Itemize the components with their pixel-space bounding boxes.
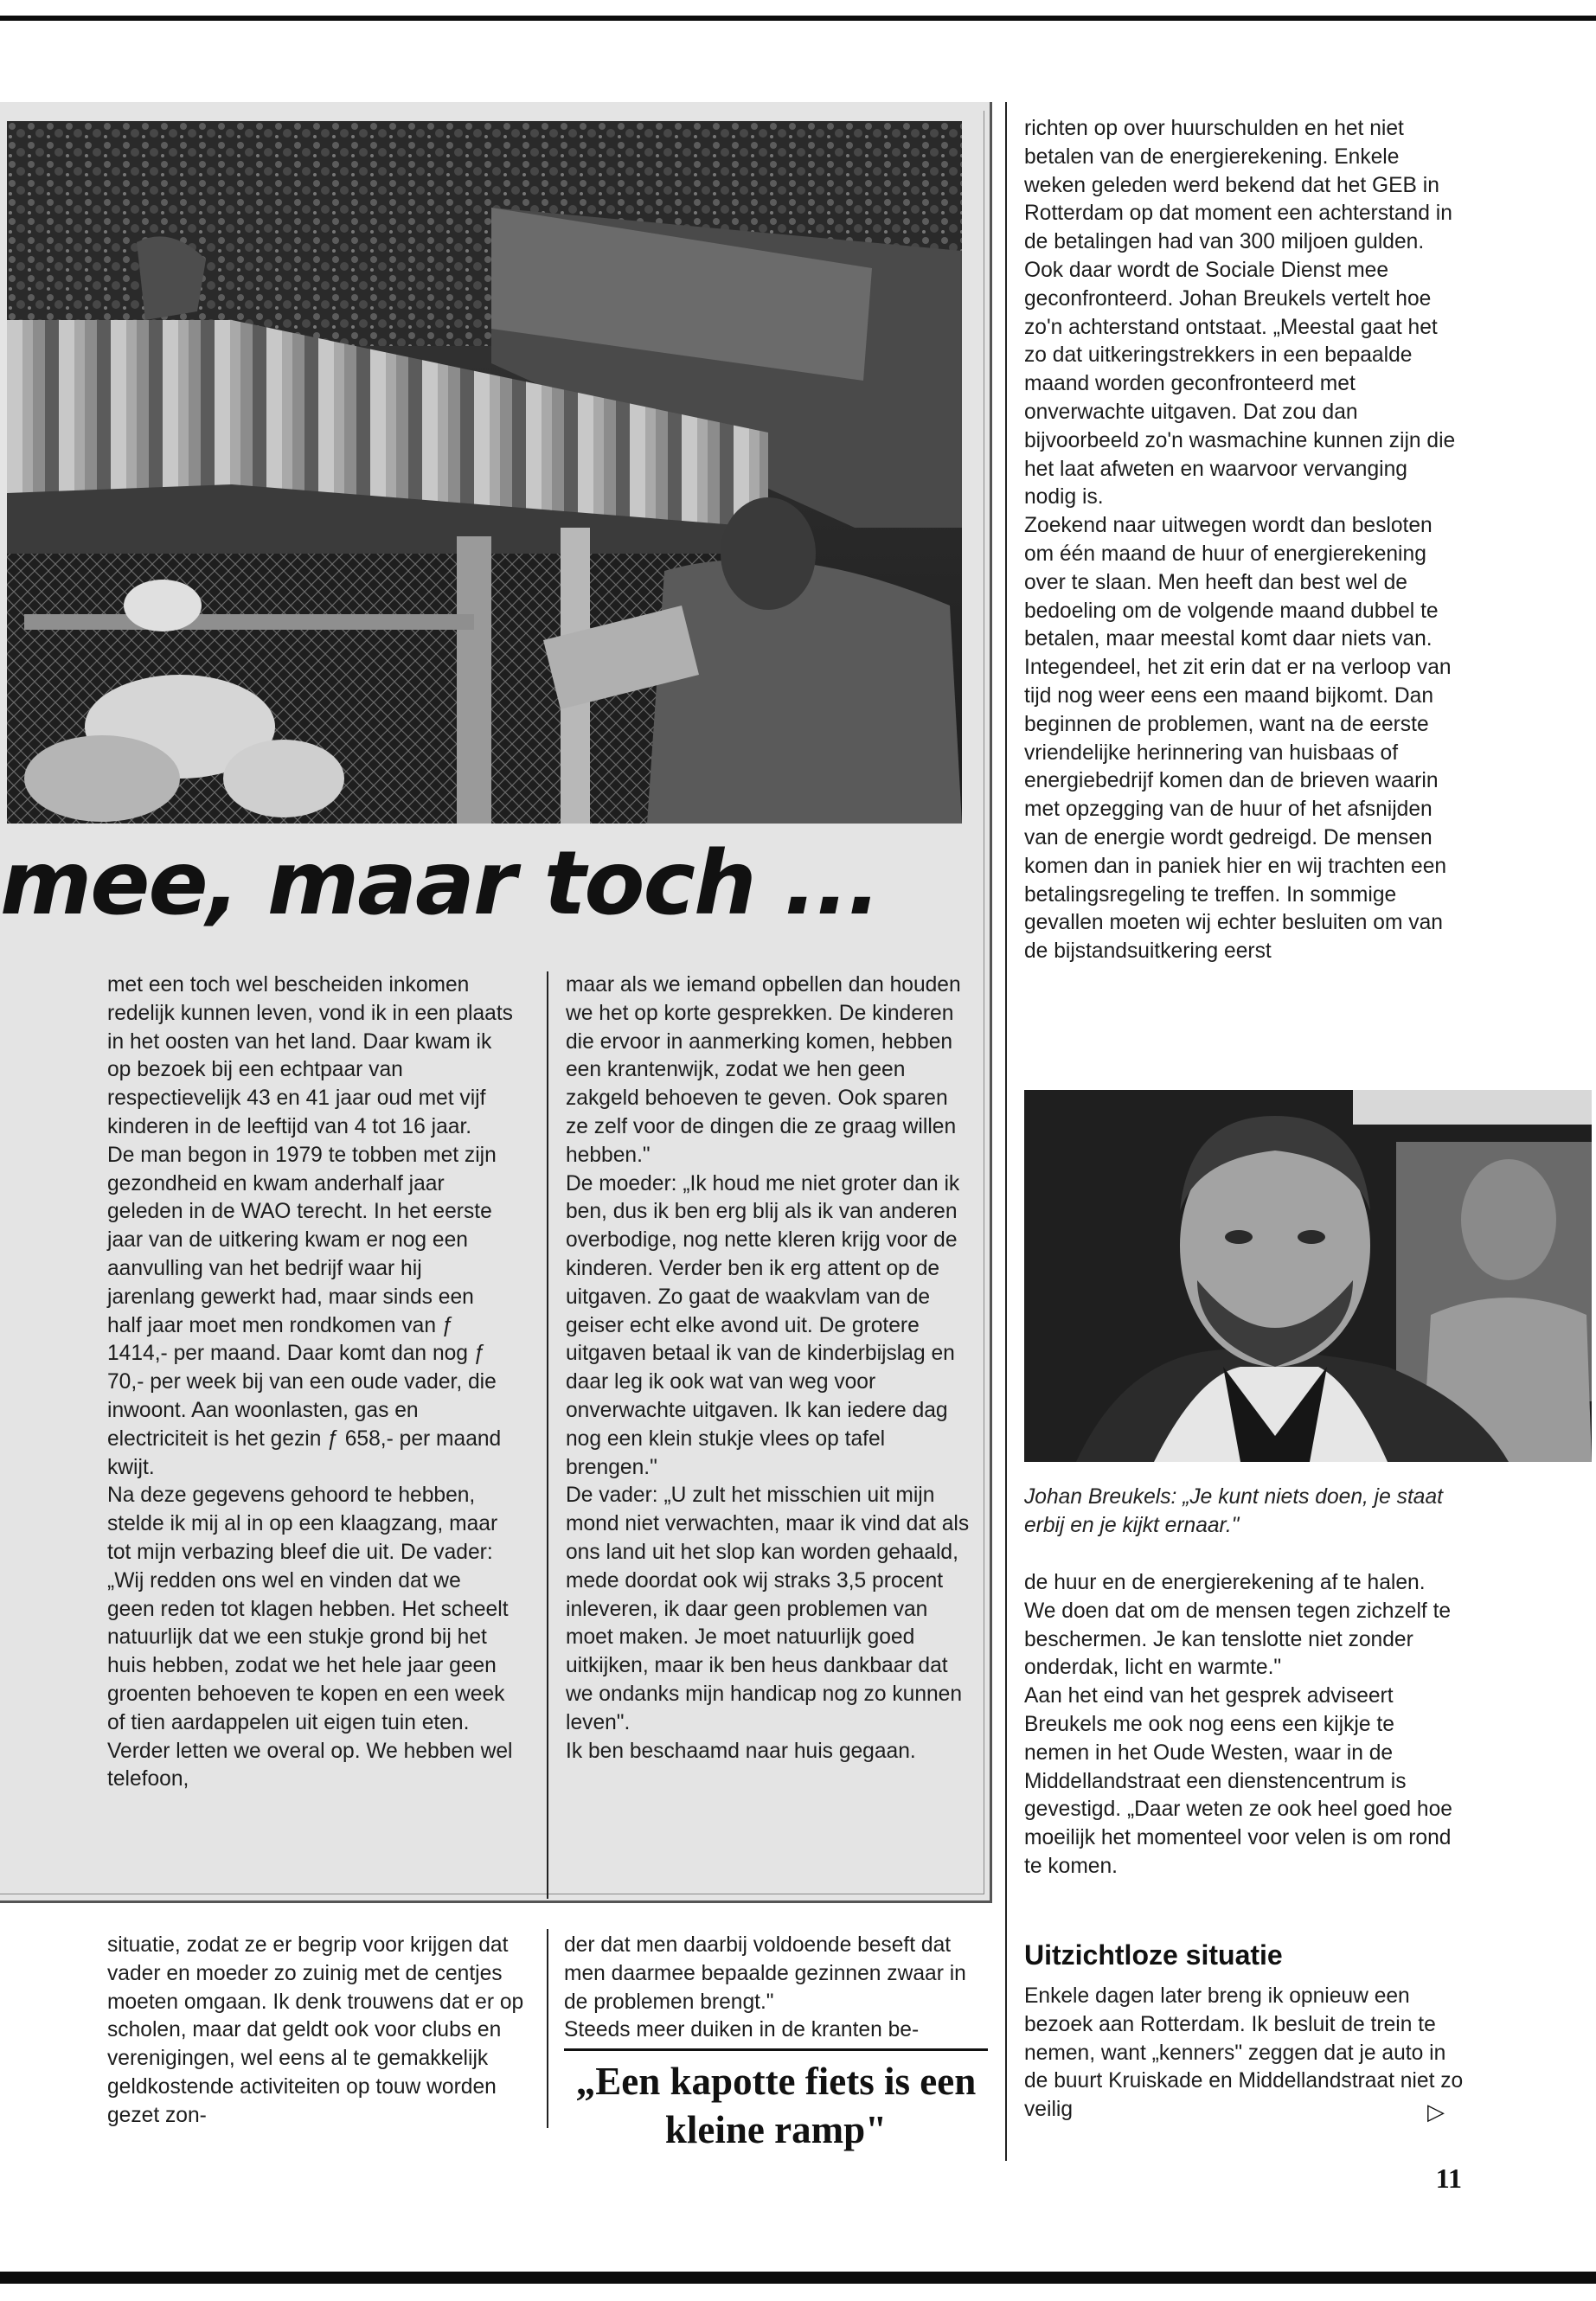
paragraph: met een toch wel bescheiden inkomen redelijk kunnen leven, vond ik in een plaats in het oosten van het land. Daar kwam ik op bezoek bij een echtpaar van respectievelijk 43 en 41 jaar oud met vijf kinderen in de leeftijd van 4 tot 16 jaar.	[107, 973, 513, 1138]
column-b	[566, 971, 972, 1766]
column-e	[564, 1932, 986, 2045]
column-divider	[547, 971, 548, 1899]
bottom-border	[0, 2272, 1596, 2284]
article-headline: mee, maar toch ...	[0, 832, 880, 935]
paragraph: De moeder: „Ik houd me niet groter dan ik ben, dus ik ben erg blij als ik van anderen overbodige, nog nette kleren krijg voor de kinderen. Verder ben ik erg attent op de uitgaven. Zo gaat de waakvlam van de geiser echt elke avond uit. De grotere uitgaven betaal ik van de kinderbijslag en daar leg ik ook wat van weg voor onverwachte uitgaven. Ik kan iedere dag nog een klein stukje vlees op tafel brengen."	[566, 1171, 960, 1479]
paragraph: richten op over huurschulden en het niet betalen van de energierekening. Enkele weken geleden werd bekend dat het GEB in Rotterdam op dat moment een achterstand in de betalingen had van 300 miljoen gulden. Ook daar wordt de Sociale Dienst mee geconfronteerd. Johan Breukels vertelt hoe zo'n achterstand ontstaat. „Meestal gaat het zo dat uitkeringstrekkers in een bepaalde maand worden geconfronteerd met onverwachte uitgaven. Dat zou dan bijvoorbeeld zo'n wasmachine kunnen zijn die het laat afweten en waarvoor vervanging nodig is.	[1024, 117, 1456, 510]
paragraph: De vader: „U zult het misschien uit mijn mond niet verwachten, maar ik vind dat als ons land uit het slop kan worden gehaald, mede doordat ook wij straks 3,5 procent inleveren, ik daar geen problemen van moet maken. Je moet natuurlijk goed uitkijken, maar ik ben heus dankbaar dat we ondanks mijn handicap nog zo kunnen leven".	[566, 1484, 970, 1734]
column-d	[107, 1932, 531, 2131]
paragraph: situatie, zodat ze er begrip voor krijgen dat vader en moeder zo zuinig met de centjes moeten omgaan. Ik denk trouwens dat er op scholen, maar dat geldt ook voor clubs en verenigingen, wel eens al te gemakkelijk geldkostende activiteiten op touw worden gezet zon-	[107, 1933, 524, 2127]
photo-caption: Johan Breukels: „Je kunt niets doen, je staat erbij en je kijkt ernaar."	[1024, 1485, 1443, 1537]
column-f	[1024, 1569, 1457, 1881]
column-divider	[547, 1929, 548, 2128]
column-divider	[1005, 102, 1007, 2161]
top-border	[0, 16, 1596, 21]
paragraph: maar als we iemand opbellen dan houden we het op korte gesprekken. De kinderen die ervoor in aanmerking komen, hebben een krantenwijk, zodat we hen geen zakgeld behoeven te geven. Ook sparen ze zelf voor de dingen die ze graag willen hebben."	[566, 973, 961, 1167]
continue-arrow-icon: ▷	[1427, 2099, 1445, 2125]
paragraph: Ik ben beschaamd naar huis gegaan.	[566, 1739, 916, 1763]
paragraph: Zoekend naar uitwegen wordt dan besloten om één maand de huur of energierekening over te slaan. Men heeft dan best wel de bedoeling om de volgende maand dubbel te betalen, maar meestal komt daar niets van. Integendeel, het zit erin dat er na verloop van tijd nog weer eens een maand bijkomt. Dan beginnen de problemen, want na de eerste vriendelijke herinnering van huisbaas of energiebedrijf komen dan de brieven waarin met opzegging van de huur of het afsnijden van de energie wordt gedreigd. De mensen komen dan in paniek hier en wij trachten een betalingsregeling te treffen. In sommige gevallen moeten wij echter besluiten om van de bijstandsuitkering eerst	[1024, 514, 1452, 964]
column-a	[107, 971, 514, 1794]
page-number: 11	[1435, 2163, 1462, 2194]
pull-quote: „Een kapotte fiets is een kleine ramp"	[575, 2060, 977, 2151]
paragraph: de huur en de energierekening af te halen. We doen dat om de mensen tegen zichzelf te beschermen. Je kan tenslotte niet zonder onderdak, licht en warmte."	[1024, 1571, 1452, 1680]
paragraph: Steeds meer duiken in de kranten be-	[564, 2018, 920, 2042]
portrait-photo	[1024, 1090, 1592, 1462]
paragraph: Na deze gegevens gehoord te hebben, stelde ik mij al in op een klaagzang, maar tot mijn verbazing bleef die uit. De vader: „Wij redden ons wel en vinden dat we geen reden tot klagen hebben. Het scheelt natuurlijk dat we een stukje grond bij het huis hebben, zodat we het hele jaar geen groenten behoeven te kopen en een week of tien aardappelen uit eigen tuin eten. Verder letten we overal op. We hebben wel telefoon,	[107, 1484, 513, 1791]
paragraph: der dat men daarbij voldoende beseft dat men daarmee bepaalde gezinnen zwaar in de problemen brengt."	[564, 1933, 966, 2014]
paragraph: Aan het eind van het gesprek adviseert Breukels me ook nog eens een kijkje te nemen in het Oude Westen, waar in de Middellandstraat een dienstencentrum is gevestigd. „Daar weten ze ook heel goed hoe moeilijk het momenteel voor velen is om rond te komen.	[1024, 1684, 1452, 1878]
pull-quote-rule	[564, 2048, 988, 2051]
paragraph: De man begon in 1979 te tobben met zijn gezondheid en kwam anderhalf jaar geleden in de WAO terecht. In het eerste jaar van de uitkering kwam er nog een aanvulling van het bedrijf waar hij jarenlang gewerkt had, maar sinds een half jaar moet men rondkomen van ƒ 1414,- per maand. Daar komt dan nog ƒ 70,- per week bij van een oude vader, die inwoont. Aan woonlasten, gas en electriciteit is het gezin ƒ 658,- per maand kwijt.	[107, 1143, 502, 1479]
section-subhead: Uitzichtloze situatie	[1024, 1939, 1283, 1971]
paragraph: Enkele dagen later breng ik opnieuw een bezoek aan Rotterdam. Ik besluit de trein te nemen, want „kenners" zeggen dat je auto in de buurt Kruiskade en Middellandstraat niet zo veilig	[1024, 1984, 1464, 2122]
column-c	[1024, 115, 1457, 966]
coop-photo	[7, 121, 962, 824]
column-g	[1024, 1983, 1474, 2125]
